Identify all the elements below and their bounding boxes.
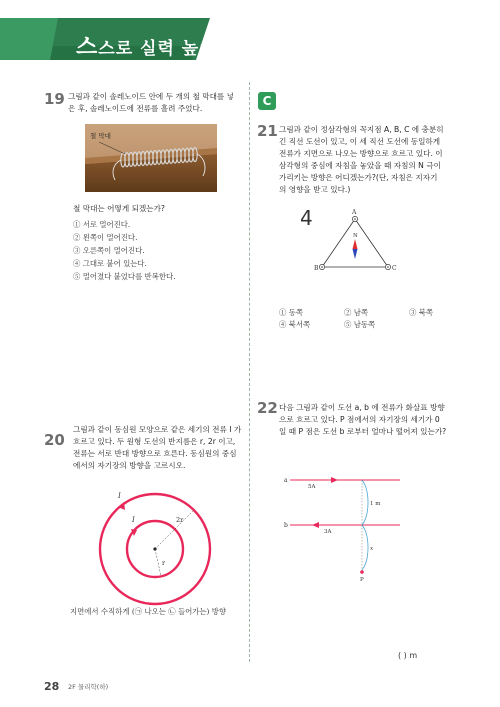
question-22-text-3: 일 때 P 점은 도선 b 로부터 얼마나 떨어져 있는가? — [279, 427, 447, 436]
question-22-number: 22 — [257, 399, 278, 417]
vertex-a-label: A — [352, 209, 357, 216]
column-divider — [249, 82, 250, 662]
question-20-text-2: 흐르고 있다. 두 원형 도선의 반지름은 r, 2r 이고, — [73, 437, 236, 446]
question-21-option-4[interactable]: ④ 북서쪽 — [279, 320, 311, 329]
question-21-option-1[interactable]: ① 동쪽 — [279, 308, 304, 317]
compass-needle-north — [353, 239, 358, 249]
question-21-text-1: 그림과 같이 정삼각형의 꼭지점 A, B, C 에 충분히 — [279, 125, 444, 134]
distance-label: 1 m — [370, 501, 381, 507]
wire-b-label: b — [284, 522, 288, 529]
current-a-label: 5A — [308, 484, 316, 490]
section-c-badge: C — [258, 92, 276, 110]
question-21-option-2[interactable]: ② 남쪽 — [344, 308, 369, 317]
question-19-option-2[interactable]: ② 왼쪽이 멀어진다. — [73, 233, 138, 242]
question-21-option-3[interactable]: ③ 북쪽 — [409, 308, 434, 317]
question-19-option-3[interactable]: ③ 오른쪽이 멀어진다. — [73, 246, 145, 255]
point-p-marker — [360, 570, 364, 574]
question-21-text-2: 긴 직선 도선이 있고, 이 세 직선 도선에 동일하게 — [279, 137, 441, 146]
radius-r-label: r — [162, 559, 166, 567]
question-21-text-4: 삼각형의 중심에 자침을 놓았을 때 자침의 N 극이 — [279, 161, 441, 170]
point-p-label: P — [360, 577, 364, 582]
question-22-answer-blank[interactable]: ( ) m — [398, 651, 418, 660]
iron-bar-label: 철 막대 — [90, 132, 111, 140]
question-19-option-4[interactable]: ④ 그대로 붙어 있는다. — [73, 259, 147, 268]
question-20-answer: 지면에서 수직하게 (㉠ 나오는 ㉡ 들어가는) 방향 — [70, 607, 227, 616]
page-title-rest: 스로 실력 높이기 — [98, 39, 235, 59]
compass-needle-south — [353, 249, 358, 259]
question-21-text-3: 전류가 지면으로 나오는 방향으로 흐르고 있다. 이 — [279, 149, 443, 158]
question-21-text-6: 의 영향을 받고 있다.) — [279, 185, 351, 194]
triangle-figure — [300, 205, 412, 283]
outer-current-label: I — [118, 492, 121, 500]
question-19-option-1[interactable]: ① 서로 멀어진다. — [73, 220, 131, 229]
distance-1m-brace — [362, 480, 368, 525]
question-19-text-2: 은 후, 솔레노이드에 전류를 흘려 주었다. — [68, 104, 203, 113]
question-21-text-5: 가리키는 방향은 어디겠는가?(단, 자침은 지자기 — [279, 173, 438, 182]
question-21-number: 21 — [257, 122, 278, 140]
question-19-number: 19 — [44, 90, 65, 108]
question-20-number: 20 — [44, 431, 65, 449]
question-20-text-1: 그림과 같이 동심원 모양으로 같은 세기의 전류 I 가 — [73, 425, 242, 434]
vertex-c-label: C — [392, 265, 397, 272]
question-22-text-2: 으로 흐르고 있다. P 점에서의 자기장의 세기가 0 — [279, 415, 440, 424]
current-b-label: 3A — [324, 529, 332, 535]
page-number: 28 — [44, 680, 60, 693]
needle-n-label: N — [353, 233, 358, 239]
distance-x-brace — [362, 525, 368, 570]
question-21-option-5[interactable]: ⑤ 남동쪽 — [344, 320, 376, 329]
x-label: x — [370, 546, 374, 552]
question-19-prompt: 철 막대는 어떻게 되겠는가? — [73, 204, 165, 213]
parallel-wires-figure — [284, 470, 434, 582]
concentric-circles-figure — [88, 490, 228, 608]
question-19-option-5[interactable]: ⑤ 멀어졌다 붙었다를 반복한다. — [73, 272, 176, 281]
vertex-b-label: B — [314, 265, 319, 272]
question-20-text-4: 에서의 자기장의 방향을 고르시오. — [73, 461, 186, 470]
question-22-text-1: 다음 그림과 같이 도선 a, b 에 전류가 화살표 방향 — [279, 403, 445, 412]
figure-number-label: 4 — [300, 206, 313, 230]
question-19-text-1: 그림과 같이 솔레노이드 안에 두 개의 철 막대를 넣 — [68, 92, 235, 101]
solenoid-photo — [85, 124, 217, 192]
wire-b-arrow — [312, 522, 319, 528]
wire-a-arrow — [331, 477, 338, 483]
page-title: 스스로 실력 높이기 — [76, 35, 235, 60]
footer-subject: 2F 물리학(하) — [68, 683, 109, 691]
wire-a-label: a — [284, 477, 288, 484]
radius-2r-label: 2r — [176, 516, 184, 524]
question-20-text-3: 전류는 서로 반대 방향으로 흐른다. 동심원의 중심 — [73, 449, 237, 458]
inner-current-label: I — [132, 516, 135, 524]
